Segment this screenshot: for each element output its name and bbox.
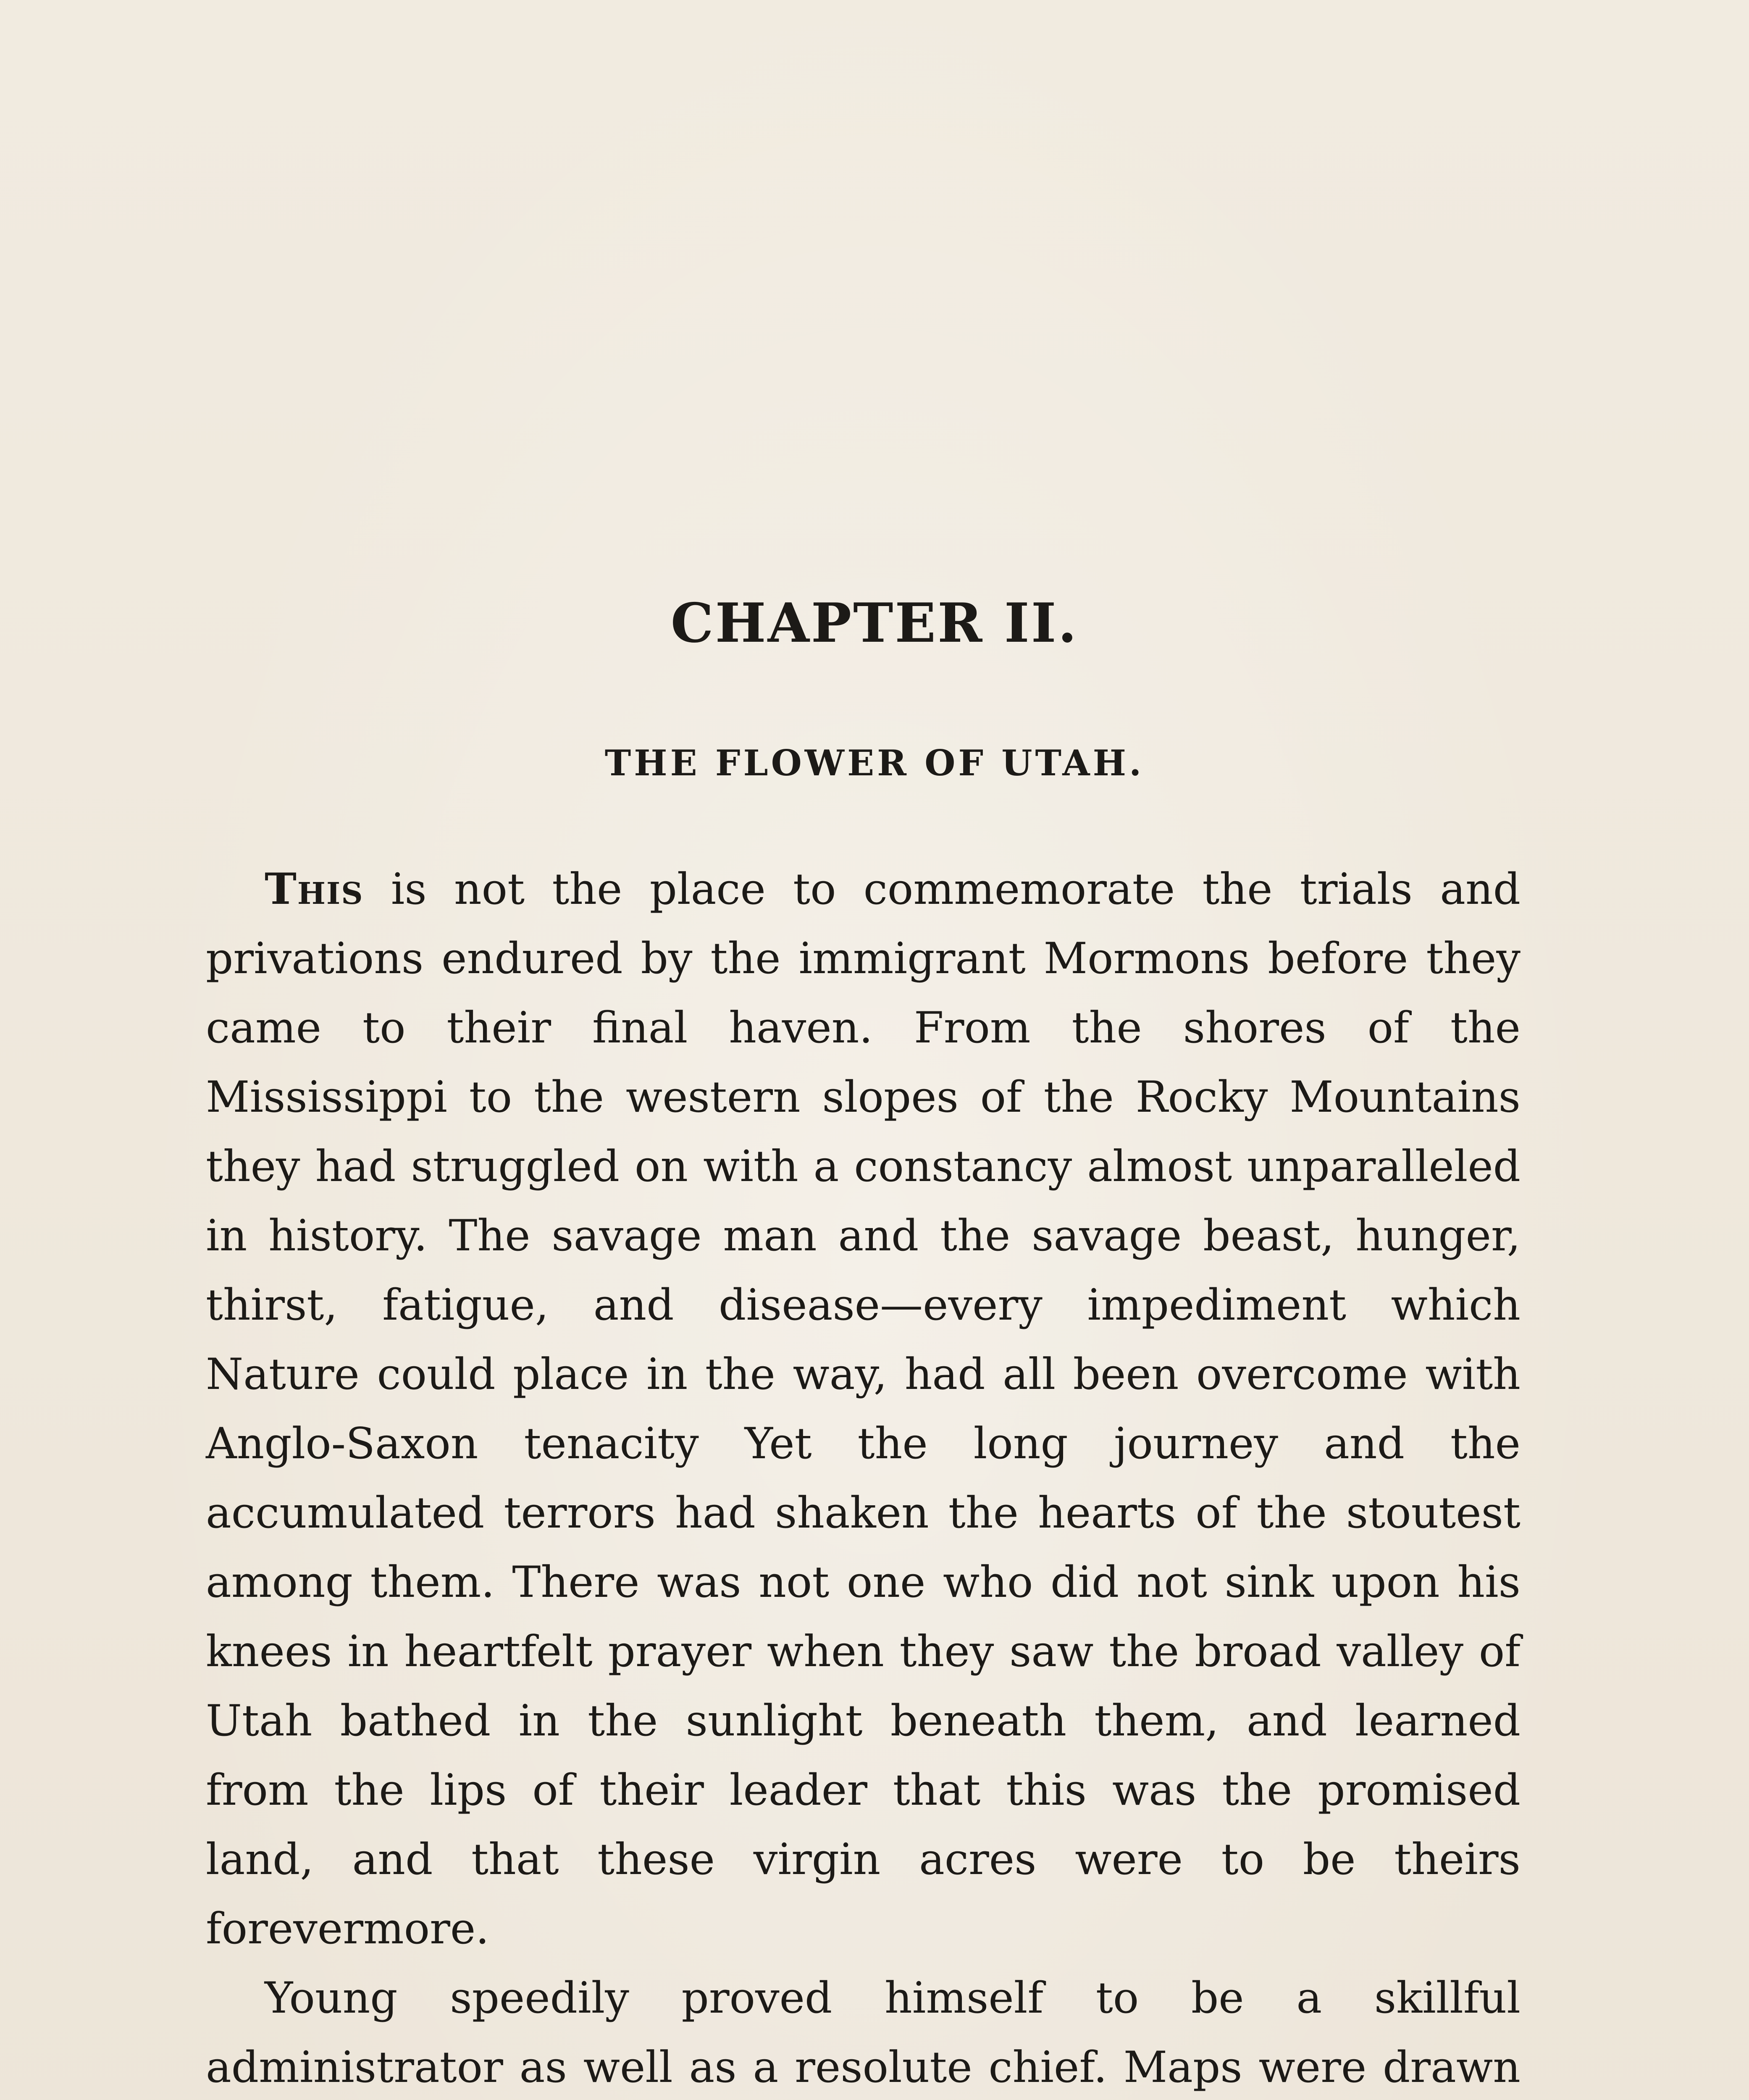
paragraph-lead-word: This: [265, 864, 364, 914]
paragraph-1-text: is not the place to commemorate the trials and privations endured by the immigrant Mormons before they came to their final haven. From the shores of the Mississippi to the western slopes of the Rocky Mountains they had struggled on with a constancy almost unparalleled in history. The savage man and the savage beast, hunger, thirst, fatigue, and disease—every impediment which Nature could place in the way, had all been overcome with Anglo-Saxon tenacity Yet the long journey and the accumulated terrors had shaken the hearts of the stoutest among them. There was not one who did not sink upon his knees in heartfelt prayer when they saw the broad valley of Utah bathed in the sunlight beneath them, and learned from the lips of their leader that this was the promised land, and that these virgin acres were to be theirs forevermore.: [206, 864, 1521, 1954]
chapter-title: CHAPTER II.: [670, 592, 1079, 655]
body-text: [206, 855, 1521, 2100]
chapter-subtitle: THE FLOWER OF UTAH.: [604, 742, 1145, 784]
paragraph-2: [206, 1964, 1521, 2100]
paragraph-2-text: Young speedily proved himself to be a skillful administrator as well as a resolute chief. Maps were drawn: [206, 1973, 1521, 2092]
paragraph-1: [206, 855, 1521, 1964]
